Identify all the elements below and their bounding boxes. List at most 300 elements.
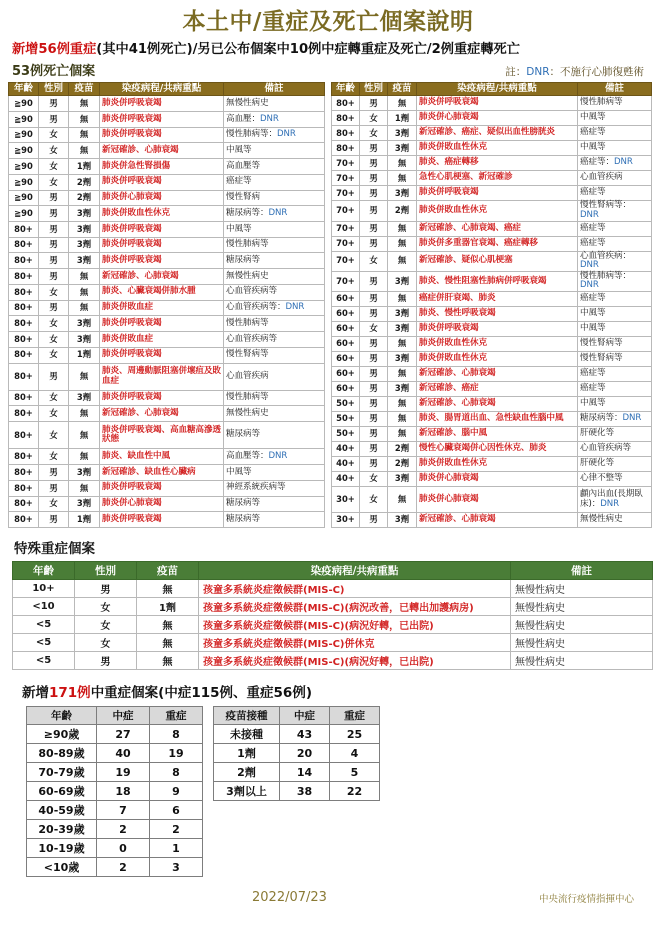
cell-sex: 男 [360,427,388,442]
cell-remark: 慢性肺病等 [224,316,325,332]
table-row [9,347,325,363]
cell-vaccine: 3劑 [388,271,417,291]
cell-sex: 女 [39,406,69,422]
cell-vaccine: 無 [69,269,100,285]
cell-age: 80+ [9,347,39,363]
cell-label: 20-39歲 [27,820,97,839]
cell-moderate: 7 [97,801,150,820]
dnr-tag: DNR [600,498,619,509]
death-table-right [331,82,652,528]
col-vaccine: 疫苗 [137,562,199,580]
death-tables-container [8,82,648,528]
cell-sex: 女 [39,390,69,406]
cell-disease: 肺炎併心肺衰竭 [100,496,224,512]
cell-severe: 8 [150,725,203,744]
subtitle-highlight: 新增56例重症 [12,42,97,58]
table-row [332,251,652,271]
cell-age: ≧90 [9,174,39,190]
cell-vaccine: 2劑 [388,442,417,457]
cell-vaccine: 3劑 [388,186,417,201]
cell-age: 80+ [332,111,360,126]
table-row [9,300,325,316]
cell-age: 80+ [332,126,360,141]
dnr-tag: DNR [580,280,599,291]
cell-label: 10-19歲 [27,839,97,858]
cell-age: 70+ [332,251,360,271]
cell-remark: 慢性肺病等 [224,390,325,406]
cell-moderate: 0 [97,839,150,858]
cell-sex: 男 [39,300,69,316]
cell-age: 80+ [9,222,39,238]
col-remark: 備註 [224,83,325,96]
cell-sex: 女 [360,487,388,513]
table-row [9,159,325,175]
cell-sex: 女 [75,634,137,652]
table-row [332,186,652,201]
cell-remark: 中風等 [224,143,325,159]
dnr-tag: DNR [285,302,305,313]
cell-age: 50+ [332,427,360,442]
cell-age: 80+ [332,141,360,156]
cell-vaccine: 3劑 [69,390,100,406]
table-row [332,337,652,352]
dnr-tag: DNR [268,207,288,218]
cell-disease: 新冠確診、心肺衰竭 [100,406,224,422]
cell-sex: 女 [39,284,69,300]
cell-label: 70-79歲 [27,763,97,782]
table-row [332,221,652,236]
cell-label: 60-69歲 [27,782,97,801]
cell-sex: 女 [39,316,69,332]
table-row [9,237,325,253]
cell-remark: 癌症等 [578,221,652,236]
cell-disease: 肺炎併敗血症 [100,332,224,348]
table-row [332,442,652,457]
cell-vaccine: 無 [69,449,100,465]
death-count-label: 53例死亡個案 [12,64,96,80]
cell-remark: 癌症等 [578,126,652,141]
col-age: 年齡 [332,83,360,96]
table-row [9,253,325,269]
table-row [9,222,325,238]
cell-disease: 肺炎、缺血性中風 [100,449,224,465]
table-row [13,634,653,652]
cell-sex: 男 [360,442,388,457]
cell-remark: 高血壓等：DNR [224,449,325,465]
cell-sex: 男 [39,269,69,285]
cell-sex: 男 [75,580,137,598]
cell-sex: 男 [360,307,388,322]
table-row [9,363,325,390]
cell-age: 60+ [332,367,360,382]
cell-sex: 男 [39,190,69,206]
cell-moderate: 2 [97,858,150,877]
cell-vaccine: 無 [69,143,100,159]
cell-vaccine: 2劑 [69,174,100,190]
cell-disease: 新冠確診、心肺衰竭、癌症 [417,221,578,236]
cell-vaccine: 無 [388,156,417,171]
table-row [27,801,203,820]
cell-moderate: 19 [97,763,150,782]
cell-remark: 慢性肺病等：DNR [578,271,652,291]
cell-disease: 新冠確診、腦中風 [417,427,578,442]
col-moderate: 中症 [97,707,150,725]
cell-severe: 8 [150,763,203,782]
col-remark: 備註 [511,562,653,580]
cell-remark: 慢性腎病等 [224,347,325,363]
cell-sex: 女 [360,322,388,337]
cell-remark: 中風等 [224,222,325,238]
col-moderate: 中症 [280,707,330,725]
cell-disease: 肺炎併呼吸衰竭 [100,480,224,496]
cell-label: 1劑 [214,744,280,763]
col-vaccine: 疫苗 [388,83,417,96]
summary-vaccine-table [213,706,380,801]
subtitle-line [12,42,648,58]
cell-remark: 糖尿病等：DNR [224,206,325,222]
cell-severe: 19 [150,744,203,763]
table-row [27,782,203,801]
col-age-group: 年齡 [27,707,97,725]
cell-age: 10+ [13,580,75,598]
cell-vaccine: 無 [388,251,417,271]
cell-age: 40+ [332,472,360,487]
cell-label: 3劑以上 [214,782,280,801]
cell-age: 80+ [9,300,39,316]
table-row [9,465,325,481]
cell-disease: 肺炎併呼吸衰竭 [417,322,578,337]
summary-title [22,681,648,701]
cell-disease: 新冠確診、心肺衰竭 [417,367,578,382]
table-row [9,406,325,422]
table-row [9,332,325,348]
cell-label: 40-59歲 [27,801,97,820]
cell-disease: 肺炎併呼吸衰竭 [100,253,224,269]
table-row [27,839,203,858]
cell-disease: 孩童多系統炎症徵候群(MIS-C)(病況好轉，已出院) [199,652,511,670]
cell-vaccine: 無 [69,406,100,422]
cell-vaccine: 無 [69,300,100,316]
cell-remark: 癌症等 [578,292,652,307]
cell-remark: 慢性肺病等 [578,96,652,111]
cell-age: <5 [13,652,75,670]
cell-disease: 肺炎併呼吸衰竭 [100,127,224,143]
cell-age: ≧90 [9,190,39,206]
cell-age: 70+ [332,171,360,186]
cell-vaccine: 無 [388,487,417,513]
cell-vaccine: 1劑 [69,512,100,528]
cell-sex: 男 [360,412,388,427]
table-row [332,457,652,472]
cell-remark: 無慢性病史 [578,513,652,528]
cell-age: 80+ [9,269,39,285]
cell-age: 80+ [9,465,39,481]
cell-age: 60+ [332,382,360,397]
table-header-row [332,83,652,96]
cell-age: 60+ [332,292,360,307]
cell-severe: 2 [150,820,203,839]
cell-vaccine: 無 [388,412,417,427]
cell-severe: 1 [150,839,203,858]
cell-vaccine: 3劑 [69,465,100,481]
dnr-note-prefix: 註： [505,66,527,79]
cell-disease: 肺炎、腸胃道出血、急性缺血性腦中風 [417,412,578,427]
cell-age: 80+ [9,406,39,422]
cell-remark: 癌症等 [578,367,652,382]
table-header-row [27,707,203,725]
cell-sex: 男 [360,186,388,201]
cell-sex: 男 [360,457,388,472]
cell-remark: 心血管疾病：DNR [578,251,652,271]
cell-sex: 男 [39,206,69,222]
cell-age: 70+ [332,156,360,171]
cell-vaccine: 3劑 [388,382,417,397]
cell-sex: 女 [360,111,388,126]
cell-disease: 肺炎併心肺衰竭 [417,111,578,126]
table-row [332,487,652,513]
cell-remark: 癌症等 [578,236,652,251]
cell-age: 70+ [332,201,360,221]
table-row [214,744,380,763]
cell-disease: 肺炎併多重器官衰竭、癌症轉移 [417,236,578,251]
cell-age: 40+ [332,442,360,457]
cell-disease: 新冠確診、心肺衰竭 [417,397,578,412]
cell-remark: 心血管疾病等：DNR [224,300,325,316]
summary-title-highlight: 171例 [49,685,91,702]
cell-moderate: 14 [280,763,330,782]
cell-age: 70+ [332,186,360,201]
cell-vaccine: 3劑 [69,496,100,512]
cell-sex: 男 [39,363,69,390]
death-table-left [8,82,325,528]
subtitle-rest: (其中41例死亡)/另已公布個案中10例中症轉重症及死亡/2例重症轉死亡 [96,42,520,58]
table-row [13,598,653,616]
cell-age: 40+ [332,457,360,472]
col-severe: 重症 [150,707,203,725]
cell-vaccine: 無 [388,221,417,236]
cell-sex: 男 [360,352,388,367]
cell-sex: 女 [39,496,69,512]
cell-label: <10歲 [27,858,97,877]
cell-sex: 女 [360,251,388,271]
cell-age: 80+ [9,496,39,512]
cell-age: 70+ [332,236,360,251]
table-row [9,284,325,300]
cell-vaccine: 無 [137,616,199,634]
cell-remark: 肝硬化等 [578,427,652,442]
cell-age: ≧90 [9,159,39,175]
cell-vaccine: 3劑 [388,126,417,141]
cell-sex: 男 [360,367,388,382]
cell-age: 80+ [332,96,360,111]
cell-sex: 女 [39,347,69,363]
col-disease: 染疫病程/共病重點 [199,562,511,580]
table-row [9,496,325,512]
cell-disease: 急性心肌梗塞、新冠確診 [417,171,578,186]
cell-sex: 男 [39,512,69,528]
cell-severe: 6 [150,801,203,820]
cell-age: 30+ [332,513,360,528]
cell-remark: 糖尿病等 [224,253,325,269]
cell-age: 80+ [9,449,39,465]
cell-vaccine: 2劑 [69,190,100,206]
cell-sex: 男 [39,112,69,128]
cell-sex: 男 [39,237,69,253]
cell-age: 80+ [9,237,39,253]
cell-vaccine: 無 [69,363,100,390]
cell-vaccine: 3劑 [69,237,100,253]
cell-moderate: 43 [280,725,330,744]
cell-disease: 肺炎、慢性阻塞性肺病併呼吸衰竭 [417,271,578,291]
cell-label: 80-89歲 [27,744,97,763]
cell-age: 80+ [9,253,39,269]
cell-sex: 女 [75,616,137,634]
cell-vaccine: 3劑 [388,472,417,487]
special-section-title: 特殊重症個案 [14,541,95,558]
table-row [332,96,652,111]
cell-vaccine: 無 [137,652,199,670]
cell-remark: 無慢性病史 [511,634,653,652]
cell-remark: 無慢性病史 [224,96,325,112]
cell-remark: 無慢性病史 [511,652,653,670]
col-sex: 性別 [39,83,69,96]
cell-disease: 肺炎併急性腎損傷 [100,159,224,175]
cell-age: 60+ [332,352,360,367]
cell-label: 未接種 [214,725,280,744]
cell-vaccine: 無 [388,171,417,186]
cell-age: 80+ [9,422,39,449]
cell-remark: 中風等 [578,111,652,126]
cell-disease: 肺炎併敗血性休克 [417,141,578,156]
summary-vaccine-body [214,725,380,801]
cell-vaccine: 1劑 [69,159,100,175]
cell-moderate: 18 [97,782,150,801]
col-remark: 備註 [578,83,652,96]
cell-disease: 慢性心臟衰竭併心因性休克、肺炎 [417,442,578,457]
table-row [9,422,325,449]
dnr-tag: DNR [268,450,288,461]
cell-remark: 癌症等 [224,174,325,190]
cell-remark: 癌症等 [578,186,652,201]
cell-sex: 男 [360,201,388,221]
table-row [332,156,652,171]
cell-remark: 中風等 [578,322,652,337]
table-row [214,725,380,744]
cell-sex: 女 [39,143,69,159]
table-row [332,171,652,186]
cell-disease: 肺炎併呼吸衰竭 [100,390,224,406]
table-row [27,725,203,744]
cell-disease: 肺炎併敗血性休克 [417,457,578,472]
cell-age: 30+ [332,487,360,513]
cell-vaccine: 無 [69,284,100,300]
cell-remark: 中風等 [224,465,325,481]
cell-remark: 高血壓等 [224,159,325,175]
table-row [332,236,652,251]
cell-age: 50+ [332,397,360,412]
cell-remark: 心律不整等 [578,472,652,487]
cell-disease: 癌症併肝衰竭、肺炎 [417,292,578,307]
cell-age: 80+ [9,363,39,390]
table-header-row [214,707,380,725]
cell-remark: 中風等 [578,141,652,156]
cell-remark: 心血管疾病等 [224,284,325,300]
cell-remark: 神經系統疾病等 [224,480,325,496]
cell-age: ≧90 [9,112,39,128]
cell-vaccine: 無 [388,367,417,382]
cell-vaccine: 2劑 [388,201,417,221]
table-row [27,744,203,763]
cell-disease: 肺炎併敗血性休克 [417,352,578,367]
cell-vaccine: 3劑 [388,322,417,337]
table-row [9,269,325,285]
cell-remark: 糖尿病等 [224,496,325,512]
table-row [332,201,652,221]
table-row [9,96,325,112]
cell-disease: 新冠確診、心肺衰竭 [100,143,224,159]
table-row [332,472,652,487]
cell-remark: 慢性腎病等 [578,337,652,352]
table-row [27,858,203,877]
page-footer [0,890,656,905]
table-row [9,190,325,206]
cell-vaccine: 3劑 [69,253,100,269]
table-row [27,763,203,782]
cell-label: ≥90歲 [27,725,97,744]
cell-sex: 女 [39,449,69,465]
table-row [214,782,380,801]
cell-sex: 女 [39,127,69,143]
table-row [332,322,652,337]
cell-sex: 女 [360,126,388,141]
table-row [332,307,652,322]
dnr-tag: DNR [622,413,642,424]
cell-disease: 肺炎併敗血性休克 [417,337,578,352]
cell-vaccine: 無 [388,427,417,442]
cell-vaccine: 無 [69,127,100,143]
table-row [332,427,652,442]
cell-age: <10 [13,598,75,616]
cell-sex: 男 [39,465,69,481]
cell-disease: 肺炎併敗血症 [100,300,224,316]
table-row [332,292,652,307]
summary-title-rest: 中重症個案(中症115例、重症56例) [90,685,312,702]
cell-disease: 肺炎併呼吸衰竭 [100,347,224,363]
cell-severe: 25 [330,725,380,744]
cell-disease: 肺炎併呼吸衰竭 [100,96,224,112]
cell-remark: 糖尿病等 [224,512,325,528]
cell-vaccine: 1劑 [69,347,100,363]
cell-age: 80+ [9,512,39,528]
summary-age-body [27,725,203,877]
cell-moderate: 40 [97,744,150,763]
cell-vaccine: 3劑 [388,141,417,156]
cell-remark: 無慢性病史 [511,580,653,598]
cell-age: 80+ [9,390,39,406]
table-row [214,763,380,782]
cell-vaccine: 無 [388,337,417,352]
cell-disease: 肺炎併心肺衰竭 [100,190,224,206]
cell-vaccine: 2劑 [388,457,417,472]
table-row [332,126,652,141]
col-sex: 性別 [360,83,388,96]
cell-vaccine: 無 [388,397,417,412]
cell-disease: 新冠確診、疑似心肌梗塞 [417,251,578,271]
cell-moderate: 27 [97,725,150,744]
cell-disease: 肺炎併呼吸衰竭 [417,96,578,111]
cell-disease: 肺炎、周邊動脈阻塞併壞疽及敗血症 [100,363,224,390]
table-row [332,111,652,126]
